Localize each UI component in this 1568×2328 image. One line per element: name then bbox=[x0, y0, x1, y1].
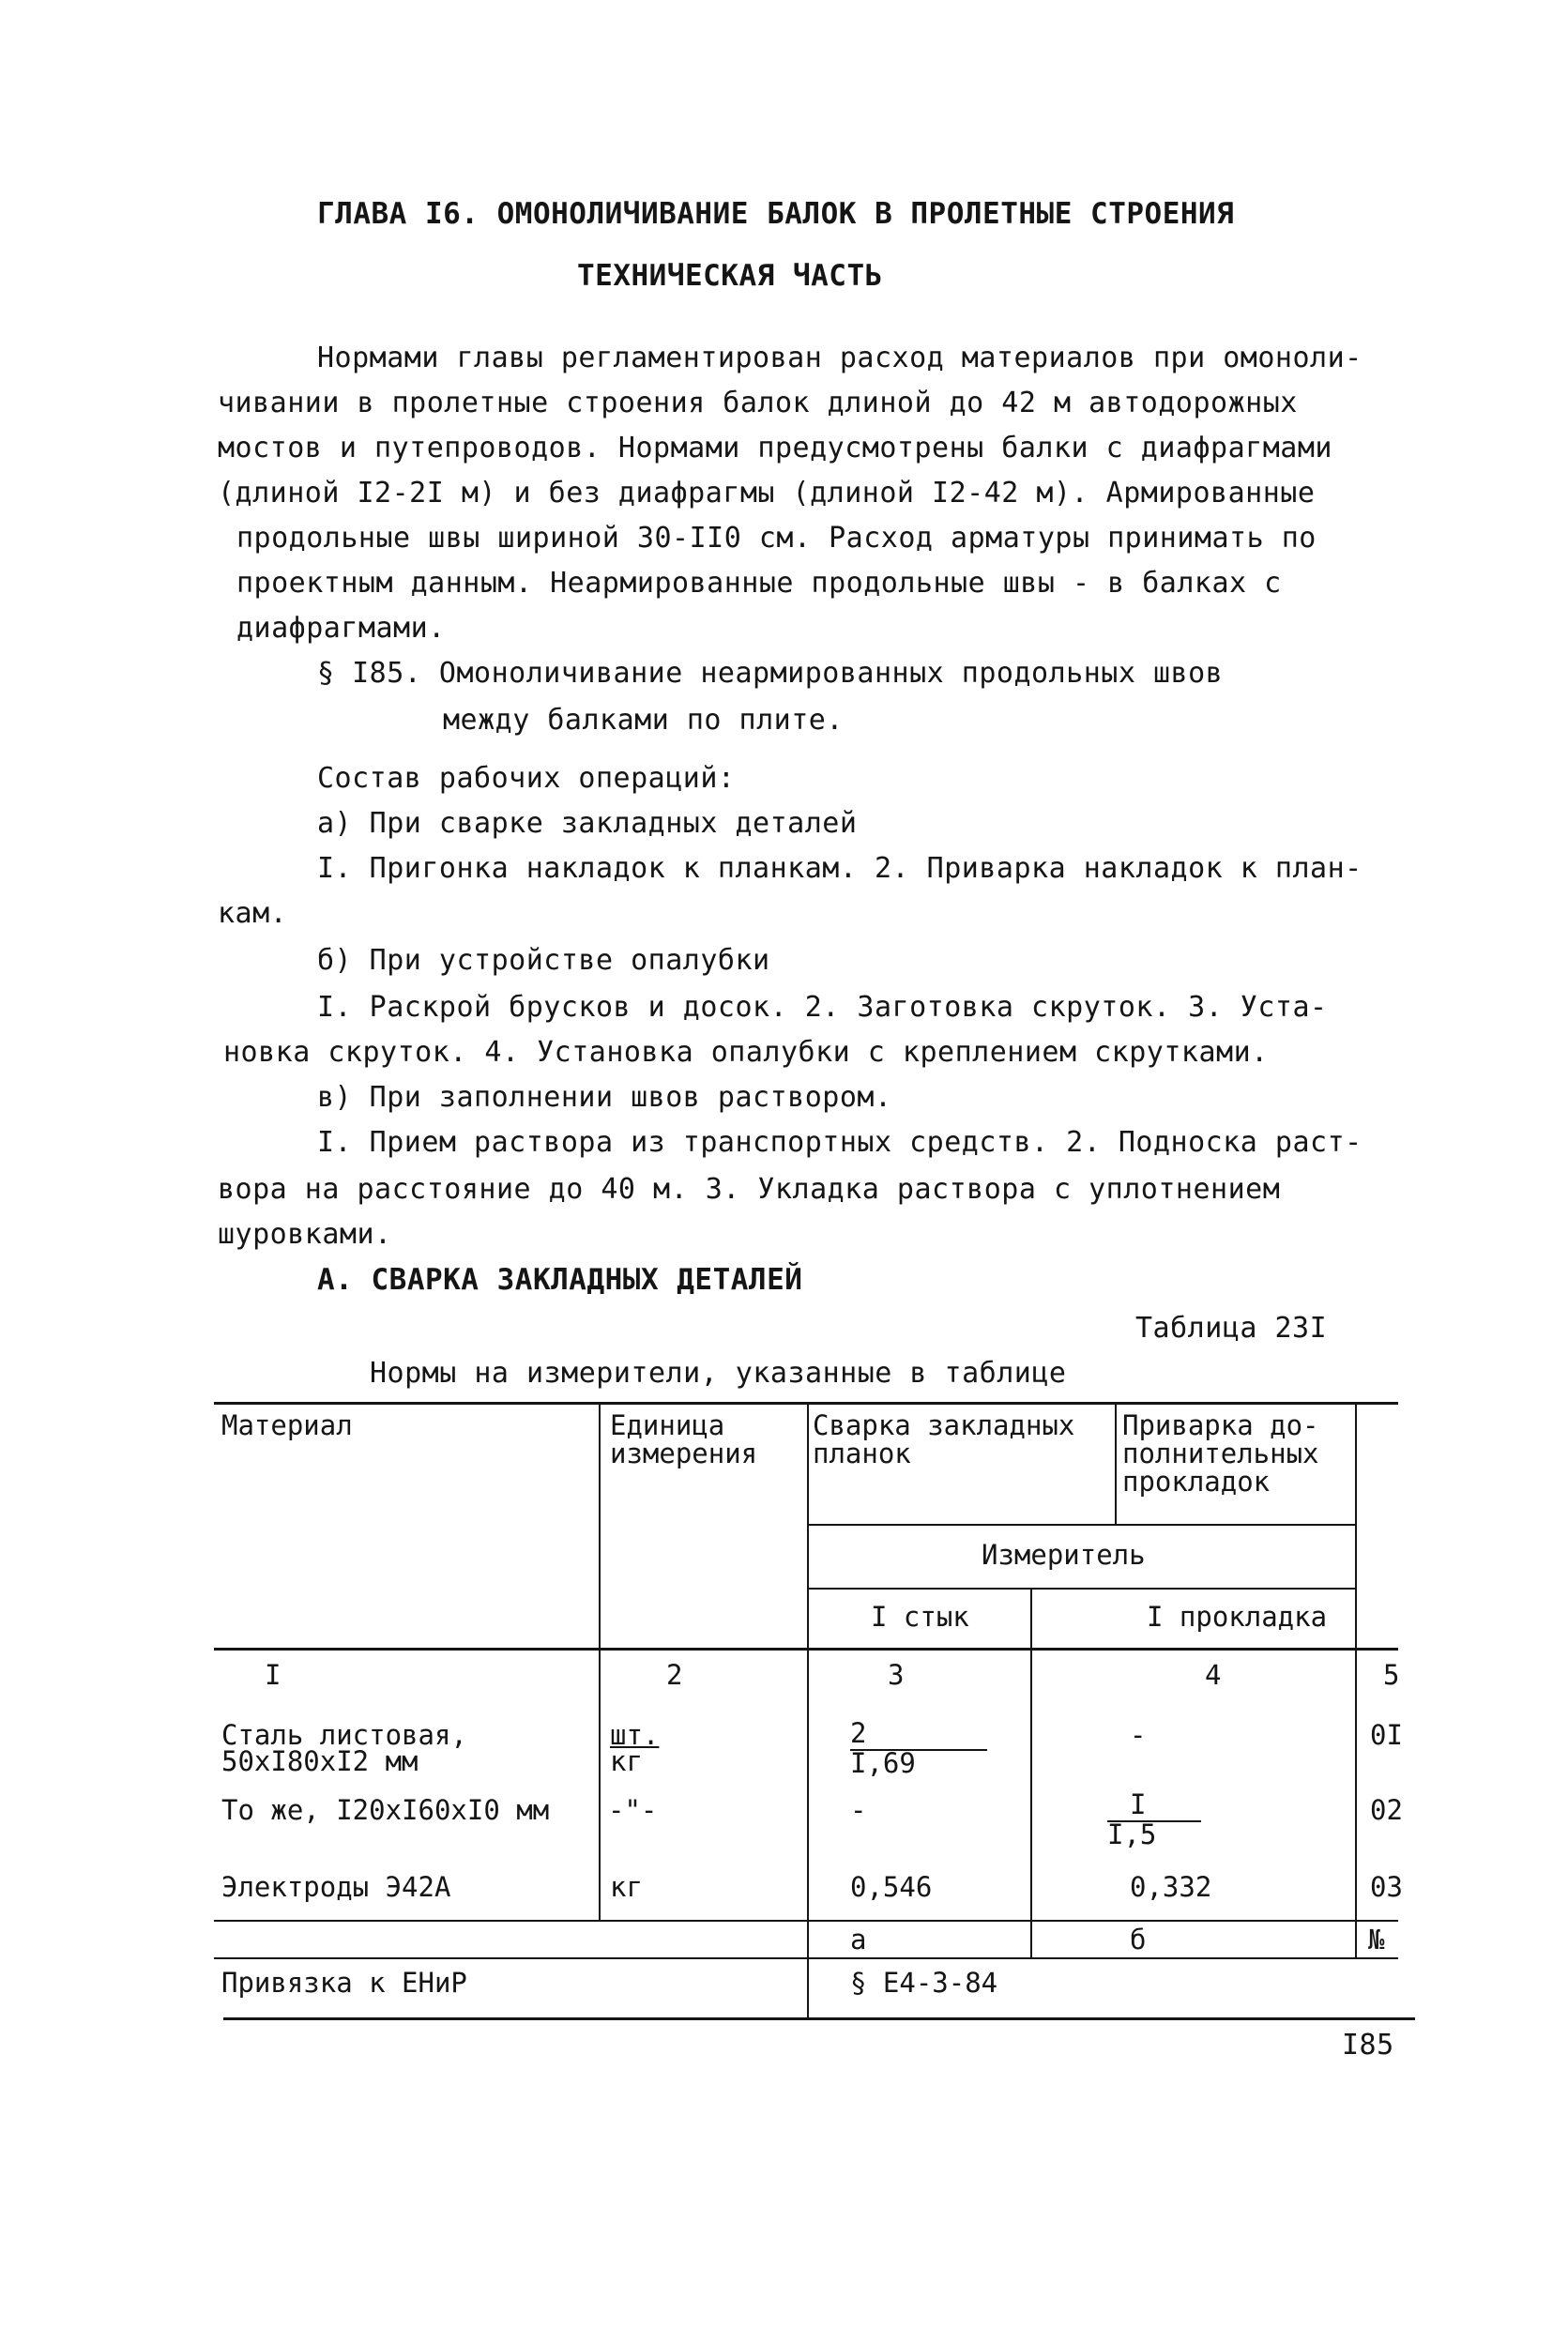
ops-heading: Состав рабочих операций: bbox=[317, 762, 736, 795]
col-number: 4 bbox=[1205, 1659, 1222, 1691]
row-material: 50хI80хI2 мм bbox=[221, 1745, 419, 1777]
header-extra: полнительных bbox=[1122, 1438, 1319, 1469]
row-extra: I bbox=[1130, 1788, 1147, 1820]
header-pad: I прокладка bbox=[1147, 1601, 1328, 1633]
page-number: I85 bbox=[1342, 2029, 1394, 2062]
row-extra: - bbox=[1130, 1719, 1147, 1751]
header-material: Материал bbox=[221, 1409, 353, 1441]
intro-line: Нормами главы регламентирован расход материалов при омоноли- bbox=[317, 342, 1362, 374]
row-code: 03 bbox=[1370, 1871, 1403, 1903]
col-number: 5 bbox=[1383, 1659, 1400, 1691]
intro-line: продольные швы шириной 30-II0 см. Расход арматуры принимать по bbox=[236, 522, 1317, 555]
ops-c-title: в) При заполнении швов раствором. bbox=[317, 1081, 892, 1114]
section-heading-cont: между балками по плите. bbox=[443, 704, 844, 737]
header-joint: I стык bbox=[871, 1601, 969, 1633]
subsection-heading: А. СВАРКА ЗАКЛАДНЫХ ДЕТАЛЕЙ bbox=[317, 1263, 803, 1297]
intro-line: мостов и путепроводов. Нормами предусмотрены балки с диафрагмами bbox=[218, 432, 1332, 464]
enir-ref-label: Привязка к ЕНиР bbox=[221, 1967, 467, 1999]
ops-a-text: I. Пригонка накладок к планкам. 2. Приварка накладок к план- bbox=[317, 852, 1362, 885]
col-letter: б bbox=[1130, 1924, 1147, 1955]
row-material: То же, I20хI60хI0 мм bbox=[221, 1794, 550, 1826]
row-code: 02 bbox=[1370, 1794, 1403, 1826]
ops-c-text: I. Прием раствора из транспортных средств. 2. Подноска раст- bbox=[317, 1126, 1362, 1159]
row-material: Сталь листовая, bbox=[221, 1719, 467, 1751]
table-number: Таблица 23I bbox=[1135, 1312, 1328, 1345]
row-weld: - bbox=[850, 1794, 867, 1826]
row-extra: I,5 bbox=[1107, 1818, 1157, 1850]
intro-line: (длиной I2-2I м) и без диафрагмы (длиной I2-42 м). Армированные bbox=[218, 477, 1316, 510]
header-unit: измерения bbox=[610, 1438, 758, 1469]
row-unit: кг bbox=[610, 1871, 643, 1903]
ops-c-text: шуровками. bbox=[218, 1218, 392, 1251]
col-letter: № bbox=[1368, 1924, 1385, 1955]
ops-a-text: кам. bbox=[218, 897, 288, 930]
ops-b-text: I. Раскрой брусков и досок. 2. Заготовка скруток. 3. Уста- bbox=[317, 991, 1328, 1024]
intro-line: чивании в пролетные строения балок длиной до 42 м автодорожных bbox=[218, 387, 1298, 419]
intro-line: диафрагмами. bbox=[236, 612, 446, 645]
table-caption: Нормы на измерители, указанные в таблице bbox=[370, 1357, 1067, 1390]
chapter-subtitle: ТЕХНИЧЕСКАЯ ЧАСТЬ bbox=[577, 259, 883, 293]
row-weld: 0,546 bbox=[850, 1871, 933, 1903]
header-extra: Приварка до- bbox=[1122, 1409, 1319, 1441]
footer-rule bbox=[223, 2017, 1415, 2020]
row-extra: 0,332 bbox=[1130, 1871, 1212, 1903]
header-weld: планок bbox=[813, 1438, 911, 1469]
row-unit: -"- bbox=[608, 1794, 658, 1826]
col-number: 3 bbox=[888, 1659, 905, 1691]
header-weld: Сварка закладных bbox=[813, 1409, 1075, 1441]
chapter-title: ГЛАВА I6. ОМОНОЛИЧИВАНИЕ БАЛОК В ПРОЛЕТНЫЕ СТРОЕНИЯ bbox=[317, 197, 1235, 231]
ops-b-title: б) При устройстве опалубки bbox=[317, 944, 770, 977]
row-material: Электроды Э42А bbox=[221, 1871, 451, 1903]
header-extra: прокладок bbox=[1122, 1466, 1271, 1498]
ops-a-title: а) При сварке закладных деталей bbox=[317, 807, 858, 840]
intro-line: проектным данным. Неармированные продольные швы - в балках с bbox=[236, 567, 1282, 600]
row-weld: I,69 bbox=[850, 1747, 916, 1779]
row-weld: 2 bbox=[850, 1717, 867, 1749]
row-unit: кг bbox=[610, 1745, 643, 1777]
enir-ref-value: § Е4-3-84 bbox=[850, 1967, 998, 1999]
col-number: 2 bbox=[666, 1659, 683, 1691]
ops-c-text: вора на расстояние до 40 м. 3. Укладка раствора с уплотнением bbox=[218, 1173, 1281, 1206]
col-number: I bbox=[265, 1659, 282, 1691]
section-heading: § I85. Омоноличивание неармированных продольных швов bbox=[317, 657, 1224, 690]
row-code: 0I bbox=[1370, 1719, 1403, 1751]
col-letter: а bbox=[850, 1924, 867, 1955]
header-unit: Единица bbox=[610, 1409, 725, 1441]
ops-b-text: новка скруток. 4. Установка опалубки с креплением скрутками. bbox=[223, 1036, 1269, 1069]
row-unit: шт. bbox=[610, 1719, 660, 1751]
header-meter: Измеритель bbox=[982, 1539, 1146, 1571]
